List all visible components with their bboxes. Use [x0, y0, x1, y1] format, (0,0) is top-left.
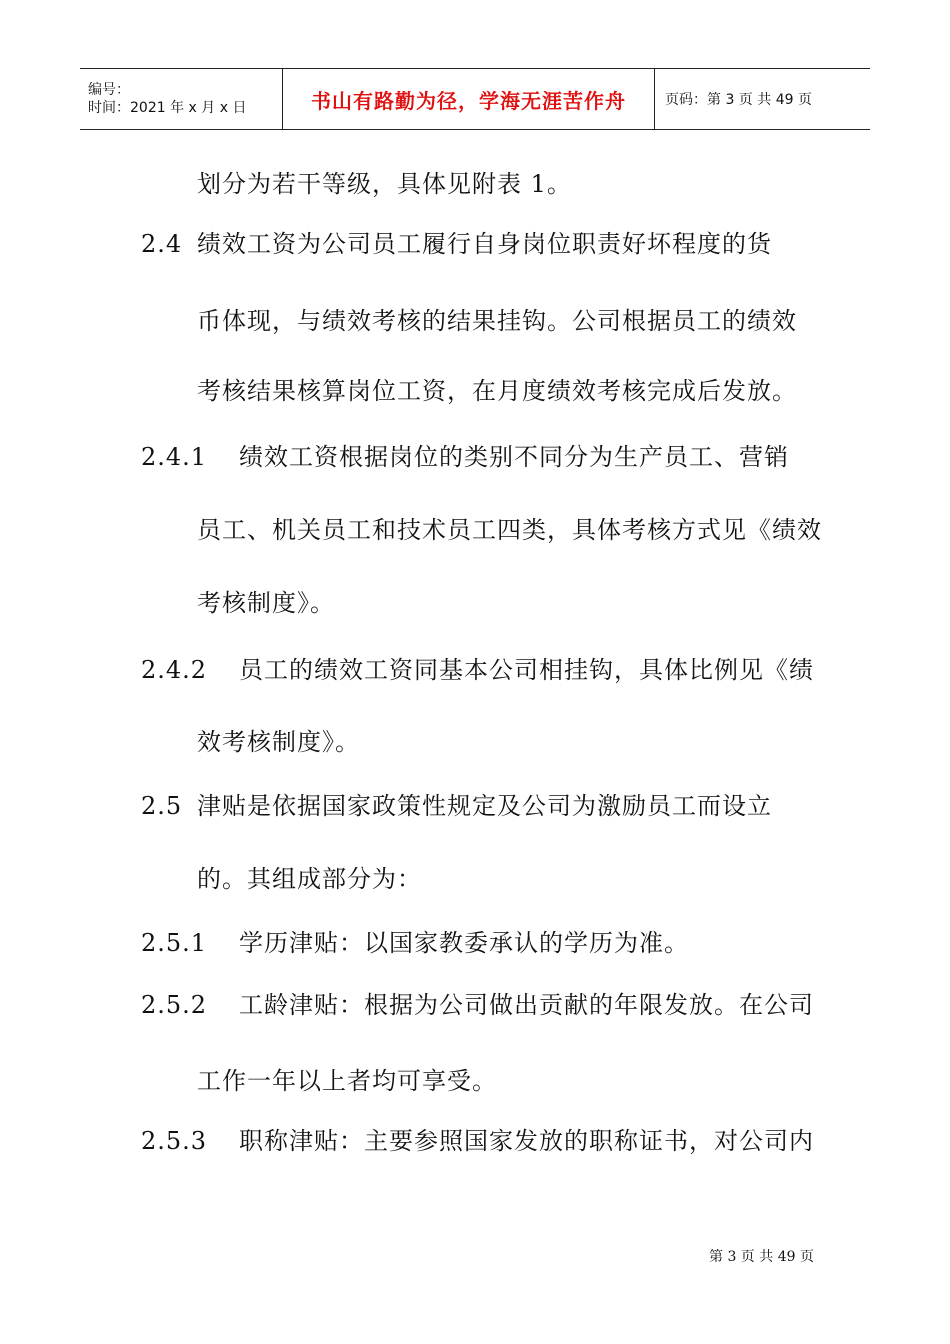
section-number: 2.4.2	[141, 656, 208, 684]
line-text: 考核制度》。	[197, 589, 335, 617]
paragraph-line	[197, 727, 360, 757]
line-text: 职称津贴：主要参照国家发放的职称证书，对公司内	[239, 1127, 814, 1155]
section-number: 2.4.1	[141, 443, 208, 471]
section-heading-line	[141, 791, 772, 821]
footer-page-number: 第 3 页 共 49 页	[709, 1249, 814, 1265]
page-info-text: 页码：第 3 页 共 49 页	[665, 92, 812, 108]
paragraph-line	[197, 1066, 497, 1096]
section-heading-line	[141, 229, 772, 259]
line-text: 的。其组成部分为：	[197, 865, 422, 893]
header-motto	[282, 69, 655, 129]
line-text: 考核结果核算岗位工资，在月度绩效考核完成后发放。	[197, 377, 797, 405]
line-text: 员工的绩效工资同基本公司相挂钩，具体比例见《绩	[239, 656, 814, 684]
line-text: 津贴是依据国家政策性规定及公司为激励员工而设立	[197, 792, 772, 820]
line-text: 划分为若干等级，具体见附表 1。	[197, 170, 572, 198]
header-page-info	[655, 69, 870, 129]
paragraph-line	[197, 306, 797, 336]
document-number-label: 编号：	[88, 82, 130, 98]
section-heading-line	[141, 655, 814, 685]
header-meta	[80, 69, 282, 129]
line-text: 员工、机关员工和技术员工四类，具体考核方式见《绩效	[197, 516, 822, 544]
line-text: 效考核制度》。	[197, 728, 360, 756]
page-footer	[709, 1246, 814, 1266]
paragraph-line	[197, 169, 572, 199]
line-text: 绩效工资为公司员工履行自身岗位职责好坏程度的货	[197, 230, 772, 258]
section-number: 2.5.3	[141, 1127, 208, 1155]
section-heading-line	[141, 442, 789, 472]
line-text: 币体现，与绩效考核的结果挂钩。公司根据员工的绩效	[197, 307, 797, 335]
section-heading-line	[141, 990, 814, 1020]
motto-text: 书山有路勤为径，学海无涯苦作舟	[311, 88, 626, 113]
page-header	[80, 68, 870, 130]
paragraph-line	[197, 515, 822, 545]
section-number: 2.5.1	[141, 929, 208, 957]
line-text: 工龄津贴：根据为公司做出贡献的年限发放。在公司	[239, 991, 814, 1019]
paragraph-line	[197, 588, 335, 618]
line-text: 工作一年以上者均可享受。	[197, 1067, 497, 1095]
section-number: 2.5	[141, 792, 183, 820]
section-heading-line	[141, 928, 689, 958]
document-date: 时间：2021 年 x 月 x 日	[88, 100, 247, 116]
line-text: 绩效工资根据岗位的类别不同分为生产员工、营销	[239, 443, 789, 471]
line-text: 学历津贴：以国家教委承认的学历为准。	[239, 929, 689, 957]
section-heading-line	[141, 1126, 814, 1156]
section-number: 2.4	[141, 230, 183, 258]
paragraph-line	[197, 376, 797, 406]
paragraph-line	[197, 864, 422, 894]
section-number: 2.5.2	[141, 991, 208, 1019]
